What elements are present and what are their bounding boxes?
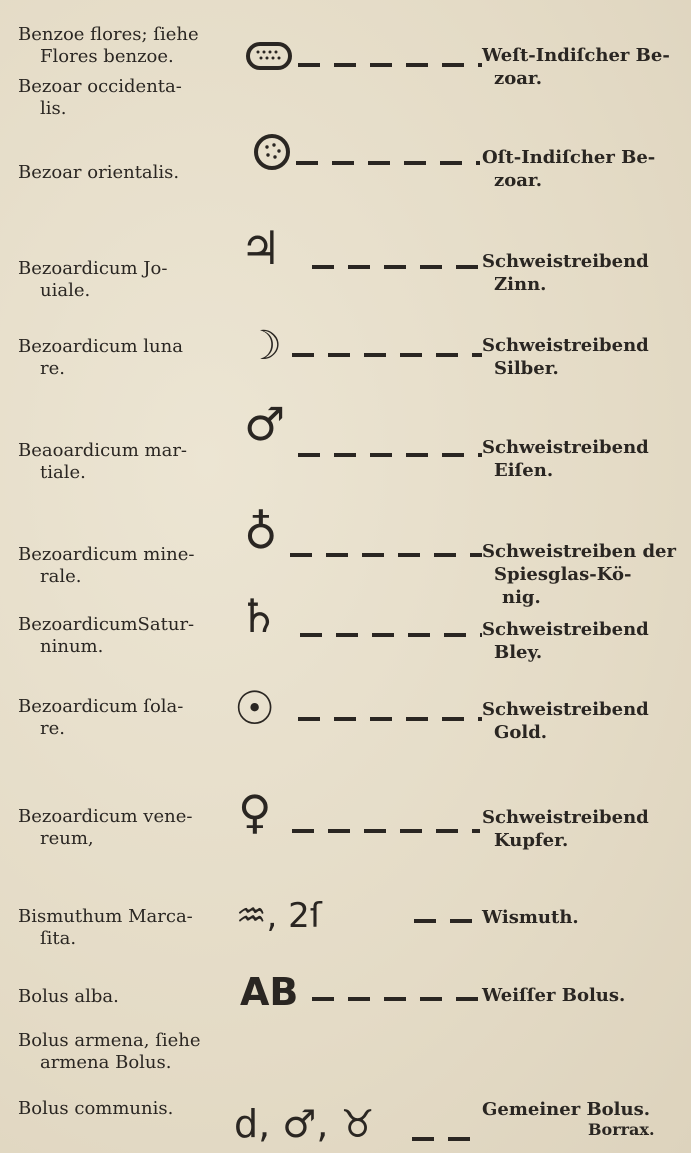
latin-line-1: Beaoardicum mar- [18, 440, 188, 461]
german-line-2: Gold. [494, 722, 548, 743]
entry-german [482, 906, 682, 929]
latin-line-1: Bolus communis. [18, 1098, 174, 1119]
latin-line-1: BezoardicumSatur- [18, 614, 195, 635]
latin-line-2: ſita. [40, 928, 77, 949]
dash-leader [292, 352, 482, 356]
entry-latin [18, 986, 228, 1008]
dash-leader [300, 632, 482, 636]
german-line-1: Schweistreibend [482, 335, 649, 356]
latin-line-1: Bezoardicum luna [18, 336, 183, 357]
german-line-2: Kupfer. [494, 830, 569, 851]
dash-leader [312, 264, 482, 268]
latin-line-1: Bolus armena, ſiehe [18, 1030, 201, 1051]
german-line-1: Weſt-Indiſcher Be- [482, 45, 670, 66]
latin-line-1: Bezoardicum ſola- [18, 696, 184, 717]
latin-line-1: Bezoar orientalis. [18, 162, 180, 183]
entry-latin [18, 24, 228, 68]
german-line-2: Bley. [494, 642, 543, 663]
latin-line-2: reum, [40, 828, 94, 849]
bolus-communis-symbol-icon: d, ♂, ♉ [234, 1102, 375, 1146]
latin-line-2: lis. [40, 98, 67, 119]
entry-latin [18, 162, 228, 184]
entry-latin [18, 1030, 228, 1074]
bezoar-occidentalis-symbol [246, 40, 292, 76]
entry-latin [18, 544, 228, 588]
latin-line-1: Bezoardicum vene- [18, 806, 193, 827]
dash-leader [312, 996, 482, 1000]
entry-german [482, 334, 682, 380]
german-line-3: nig. [502, 587, 541, 608]
latin-line-1: Bolus alba. [18, 986, 119, 1007]
entry-latin [18, 806, 228, 850]
dash-leader [414, 918, 480, 922]
german-line-1: Wismuth. [482, 907, 579, 928]
entry-german [482, 436, 682, 482]
latin-line-1: Bezoar occidenta- [18, 76, 182, 97]
german-line-1: Schweistreibend [482, 699, 649, 720]
latin-line-1: Bezoardicum Jo- [18, 258, 168, 279]
german-line-1: Weiſſer Bolus. [482, 985, 626, 1006]
latin-line-2: uiale. [40, 280, 91, 301]
latin-line-1: Bezoardicum mine- [18, 544, 195, 565]
german-line-2: Silber. [494, 358, 559, 379]
latin-line-1: Benzoe flores; ſiehe [18, 24, 199, 45]
german-line-1: Schweistreibend [482, 807, 649, 828]
dash-leader [290, 552, 482, 556]
latin-line-2: re. [40, 718, 65, 739]
entry-german [482, 1098, 682, 1121]
antimony-symbol-icon: ♁ [244, 505, 278, 559]
dash-leader [298, 62, 482, 66]
latin-line-2: re. [40, 358, 65, 379]
borrax-label: Borrax. [588, 1120, 655, 1139]
entry-latin [18, 336, 228, 380]
entry-german [482, 984, 682, 1007]
dash-leader [298, 452, 482, 456]
entry-german [482, 44, 682, 90]
bezoar-orientalis-symbol [252, 132, 292, 176]
german-line-2: zoar. [494, 68, 542, 89]
bismuth-symbol-icon: ♒, 2ſ [236, 896, 322, 936]
latin-line-2: rale. [40, 566, 82, 587]
sun-symbol-icon: ☉ [234, 681, 276, 735]
german-line-1: Schweistreibend [482, 619, 649, 640]
entry-latin [18, 258, 228, 302]
entry-german [482, 540, 682, 609]
entry-german [482, 146, 682, 192]
entry-german [482, 698, 682, 744]
dash-leader [292, 828, 480, 832]
dash-leader [298, 716, 482, 720]
german-line-1: Oſt-Indiſcher Be- [482, 147, 656, 168]
german-line-1: Schweistreibend [482, 437, 649, 458]
bolus-alba-symbol-icon: AB [240, 970, 299, 1014]
entry-german [482, 806, 682, 852]
german-line-2: Eiſen. [494, 460, 554, 481]
latin-line-2: Flores benzoe. [40, 46, 174, 67]
entry-latin [18, 1098, 228, 1120]
moon-symbol-icon: ☽ [246, 323, 282, 369]
latin-line-2: ninum. [40, 636, 104, 657]
latin-line-2: tiale. [40, 462, 86, 483]
entry-latin [18, 614, 228, 658]
entry-latin [18, 696, 228, 740]
jupiter-symbol-icon: ♃ [240, 221, 282, 275]
venus-symbol-icon: ♀ [238, 785, 272, 839]
saturn-symbol-icon: ♄ [238, 589, 280, 643]
german-line-1: Gemeiner Bolus. [482, 1099, 650, 1120]
german-line-2: zoar. [494, 170, 542, 191]
entry-latin [18, 906, 228, 950]
german-line-2: Zinn. [494, 274, 547, 295]
entry-german [482, 250, 682, 296]
latin-line-1: Bismuthum Marca- [18, 906, 193, 927]
german-line-1: Schweistreiben der [482, 541, 676, 562]
latin-line-2: armena Bolus. [40, 1052, 172, 1073]
entry-german [482, 618, 682, 664]
german-line-1: Schweistreibend [482, 251, 649, 272]
dash-leader [412, 1136, 480, 1140]
dash-leader [296, 160, 480, 164]
german-line-2: Spiesglas-Kö- [494, 564, 632, 585]
entry-latin [18, 440, 228, 484]
mars-symbol-icon: ♂ [244, 397, 286, 451]
entry-latin [18, 76, 228, 120]
